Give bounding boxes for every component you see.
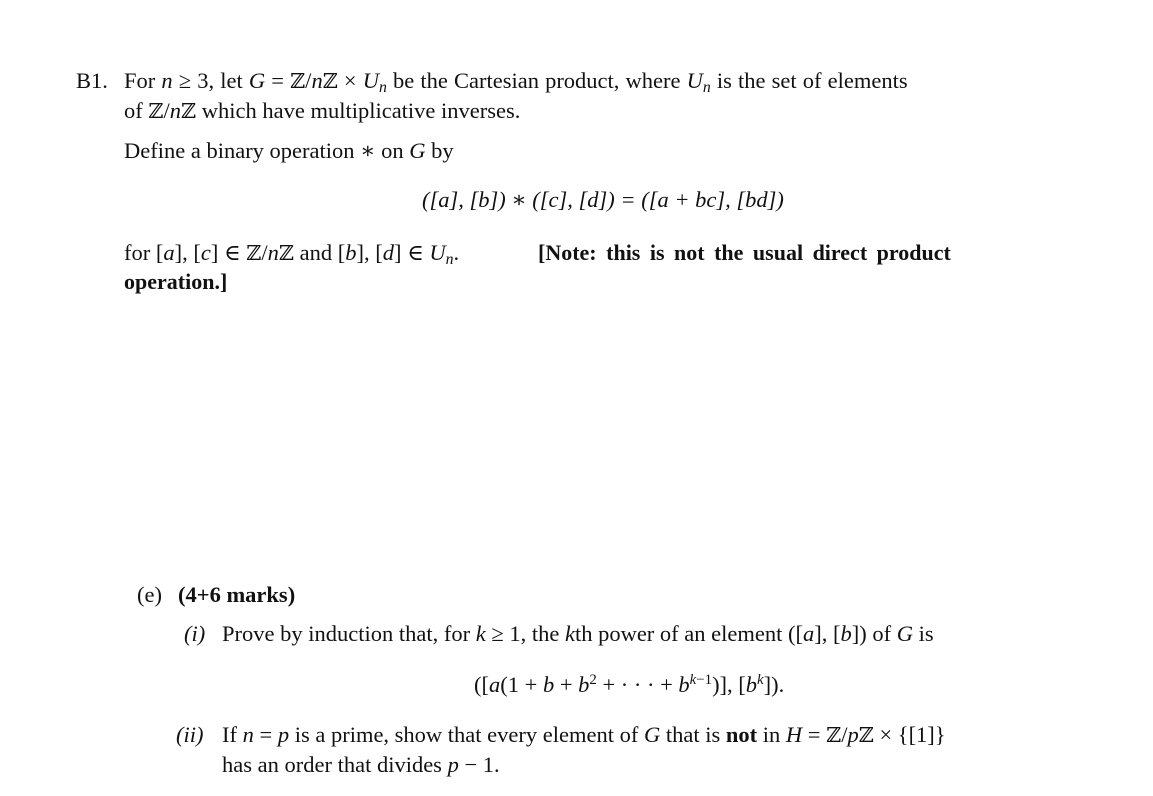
part-i-label: (i) [184, 621, 206, 646]
problem-line-4: for [a], [c] ∈ ℤ/nℤ and [b], [d] ∈ $U_n$. [124, 240, 460, 268]
note-text-end: operation.] [124, 269, 228, 294]
part-ii-text-line-2: has an order that divides p − 1. [222, 752, 500, 777]
part-ii-label: (ii) [176, 722, 204, 747]
problem-line-1: For n ≥ 3, let G = ℤ/nℤ × $U_n$ be the Cartesian product, where $U_n$ is the set of elements [124, 68, 908, 96]
note-text: [Note: this is not the usual direct product [538, 240, 951, 265]
part-ii-text: If n = p is a prime, show that every element of G that is not in H = ℤ/pℤ × {[1]} [222, 722, 946, 747]
kth-power-formula: ([$a(1 + b + b^2$ + · · · + $b^{k-1}$)], $[b^k]$). [474, 672, 785, 698]
problem-line-3: Define a binary operation ∗ on G by [124, 138, 454, 163]
problem-number: B1. [76, 68, 108, 93]
part-e-label: (e) [137, 582, 162, 607]
equation-binary-operation: ([a], [b]) ∗ ([c], [d]) = ([a + bc], [bd]) [422, 187, 784, 212]
problem-line-2: of ℤ/nℤ which have multiplicative inverses. [124, 98, 521, 123]
part-e-marks: (4+6 marks) [178, 582, 296, 607]
part-i-text: Prove by induction that, for k ≥ 1, the kth power of an element ([a], [b]) of G is [222, 621, 934, 646]
